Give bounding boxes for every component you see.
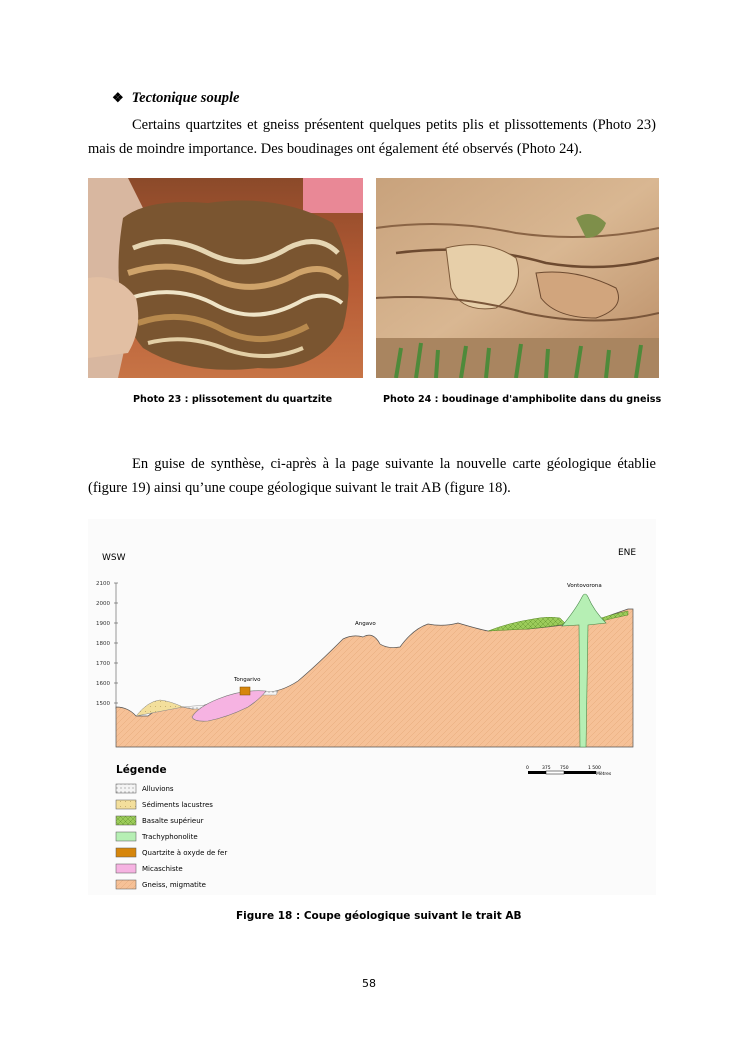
diamond-bullet-icon: ❖	[112, 90, 124, 105]
elevation-tick: 1700	[96, 661, 110, 667]
legend-swatch-basalt	[116, 816, 136, 825]
direction-left-label: WSW	[102, 553, 126, 563]
photo-23-caption: Photo 23 : plissotement du quartzite	[133, 394, 333, 405]
legend-swatch-trachyphonolite	[116, 832, 136, 841]
legend	[116, 784, 227, 889]
scale-bar	[526, 765, 612, 777]
legend-swatch-alluvium	[116, 784, 136, 793]
legend-title: Légende	[116, 764, 167, 776]
elevation-tick: 1500	[96, 701, 110, 707]
section-heading	[112, 90, 239, 107]
scale-tick: 1 500	[588, 766, 601, 771]
scale-tick: 375	[542, 766, 551, 771]
photo-24-image	[376, 178, 659, 378]
section-title: Tectonique souple	[131, 90, 240, 106]
scale-tick: 0	[526, 766, 529, 771]
place-label-vontovorona: Vontovorona	[567, 583, 602, 589]
photo-23-image	[88, 178, 363, 378]
quartzite-layer	[240, 687, 250, 695]
legend-label: Quartzite à oxyde de fer	[142, 849, 228, 857]
elevation-tick: 1600	[96, 681, 110, 687]
legend-swatch-quartzite	[116, 848, 136, 857]
elevation-tick: 1900	[96, 621, 110, 627]
legend-label: Gneiss, migmatite	[142, 881, 206, 889]
legend-swatch-micaschist	[116, 864, 136, 873]
elevation-tick: 2100	[96, 581, 110, 587]
scale-unit: Mètres	[596, 772, 612, 777]
figure-18-caption: Figure 18 : Coupe géologique suivant le trait AB	[236, 910, 522, 922]
legend-swatch-lacustrine	[116, 800, 136, 809]
elevation-tick: 1800	[96, 641, 110, 647]
legend-label: Basalte supérieur	[142, 817, 204, 825]
paragraph-2: En guise de synthèse, ci-après à la page suivante la nouvelle carte géologique établie (figure 19) ainsi qu’une coupe géologique suivant le trait AB (figure 18).	[88, 456, 656, 496]
elevation-axis	[96, 581, 118, 709]
scale-tick: 750	[560, 766, 569, 771]
legend-label: Alluvions	[142, 785, 174, 793]
direction-right-label: ENE	[618, 548, 637, 558]
legend-label: Sédiments lacustres	[142, 801, 213, 809]
paragraph-1: Certains quartzites et gneiss présentent quelques petits plis et plissottements (Photo 23) mais de moindre importance. Des boudinages ont également été observés (Photo 24).	[88, 117, 656, 157]
page-number: 58	[362, 977, 376, 990]
legend-label: Micaschiste	[142, 865, 183, 873]
legend-swatch-gneiss	[116, 880, 136, 889]
place-label-angavo: Angavo	[355, 621, 376, 627]
elevation-tick: 2000	[96, 601, 110, 607]
geological-cross-section-figure	[88, 519, 656, 895]
photo-24-caption: Photo 24 : boudinage d'amphibolite dans du gneiss	[383, 394, 662, 405]
legend-label: Trachyphonolite	[142, 833, 198, 841]
place-label-tongarivo: Tongarivo	[234, 677, 261, 683]
gneiss-layer	[116, 609, 633, 747]
